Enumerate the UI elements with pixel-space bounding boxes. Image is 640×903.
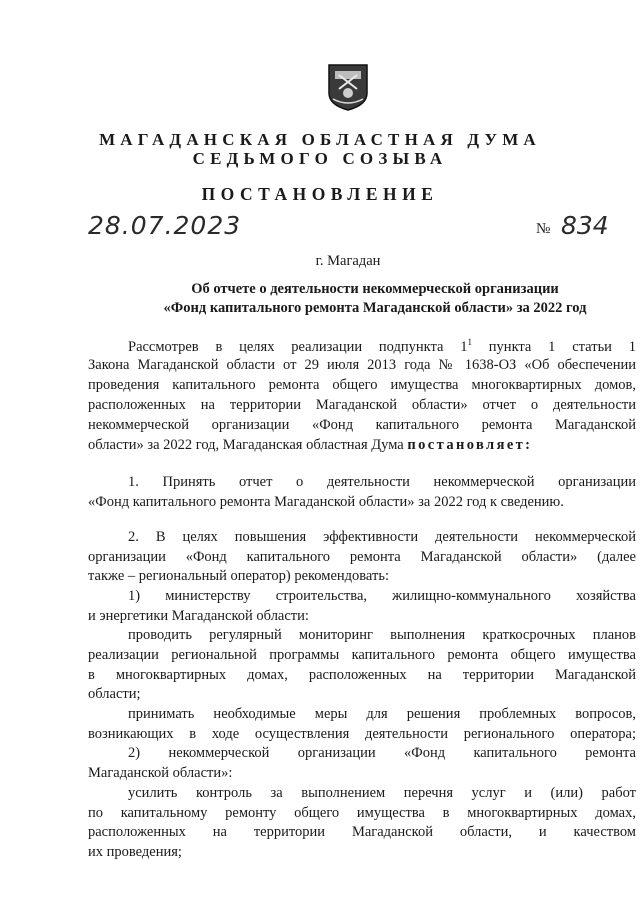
coat-of-arms-emblem: [327, 63, 369, 111]
paragraph-line: принимать необходимые меры для решения проблемных вопросов,: [128, 706, 636, 722]
resolution-title-line-2: «Фонд капитального ремонта Магаданской области» за 2022 год: [163, 300, 587, 316]
city-line: г. Магадан: [315, 253, 381, 269]
paragraph-line: усилить контроль за выполнением перечня услуг и (или) работ: [128, 785, 636, 801]
paragraph-line: расположенных на территории Магаданской области, и качеством: [88, 824, 636, 840]
paragraph-line: проводить регулярный мониторинг выполнения краткосрочных планов: [128, 627, 636, 643]
paragraph-line: «Фонд капитального ремонта Магаданской области» за 2022 год к сведению.: [88, 494, 564, 510]
paragraph-line: реализации региональной программы капитального ремонта общего имущества: [88, 647, 636, 663]
resolves-keyword: постановляет:: [407, 437, 533, 453]
paragraph-line: 2) некоммерческой организации «Фонд капитального ремонта: [128, 745, 636, 761]
paragraph-line: 1) министерству строительства, жилищно-коммунального хозяйства: [128, 588, 636, 604]
paragraph-line: 1. Принять отчет о деятельности некоммерческой организации: [128, 474, 636, 490]
paragraph-line: расположенных на территории Магаданской области» отчет о деятельности: [88, 397, 636, 413]
paragraph-line: их проведения;: [88, 844, 182, 860]
paragraph-line: некоммерческой организации «Фонд капитального ремонта Магаданской: [88, 417, 636, 433]
resolution-title-line-1: Об отчете о деятельности некоммерческой организации: [191, 281, 559, 297]
paragraph-line: области;: [88, 686, 141, 702]
paragraph-line: Рассмотрев в целях реализации подпункта $1^1$ пункта 1 статьи 1: [128, 337, 636, 355]
handwritten-date: 28.07.2023: [88, 211, 242, 240]
handwritten-number: 834: [561, 211, 609, 240]
paragraph-line: Магаданской области»:: [88, 765, 233, 781]
duma-name-heading: МАГАДАНСКАЯ ОБЛАСТНАЯ ДУМА: [99, 130, 541, 149]
number-label: №: [536, 221, 551, 237]
paragraph-line: области» за 2022 год, Магаданская областная Дума постановляет:: [88, 437, 533, 453]
paragraph-line: 2. В целях повышения эффективности деятельности некоммерческой: [128, 529, 636, 545]
paragraph-line: Закона Магаданской области от 29 июля 2013 года № 1638-ОЗ «Об обеспечении: [88, 357, 636, 373]
paragraph-line: в многоквартирных домах, расположенных на территории Магаданской: [88, 667, 636, 683]
paragraph-line: проведения капитального ремонта общего имущества многоквартирных домов,: [88, 377, 636, 393]
paragraph-line: организации «Фонд капитального ремонта Магаданской области» (далее: [88, 549, 636, 565]
paragraph-line: возникающих в ходе осуществления деятельности регионального оператора;: [88, 726, 636, 742]
paragraph-line: и энергетики Магаданской области:: [88, 608, 309, 624]
paragraph-line: по капитальному ремонту общего имущества в многоквартирных домах,: [88, 805, 636, 821]
paragraph-line: также – региональный оператор) рекомендовать:: [88, 568, 389, 584]
convocation-heading: СЕДЬМОГО СОЗЫВА: [192, 149, 448, 168]
document-type-heading: ПОСТАНОВЛЕНИЕ: [201, 184, 439, 204]
